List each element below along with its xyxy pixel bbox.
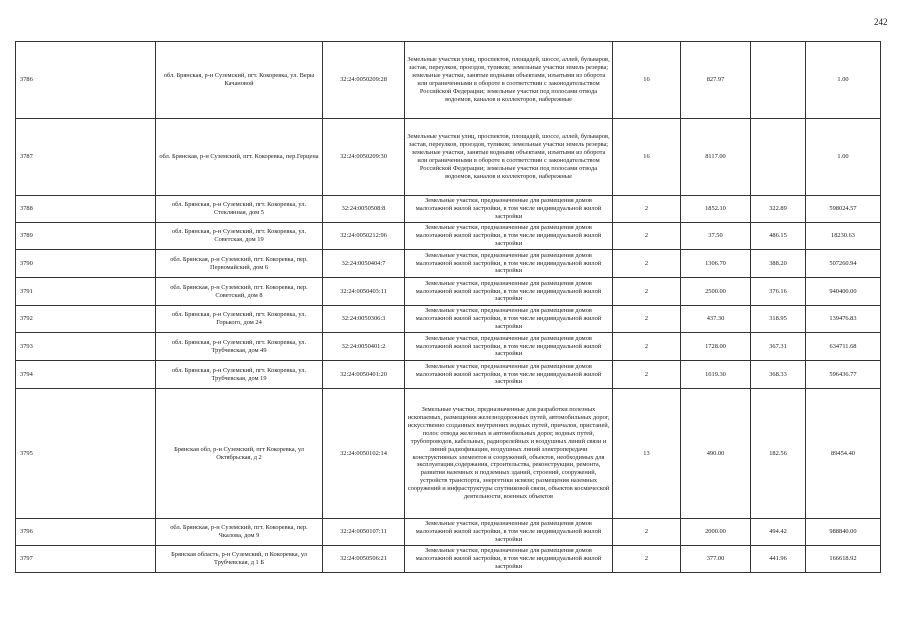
table-row <box>16 333 881 361</box>
address-cell: обл. Брянская, р-н Суземский, пгт. Кокоревка, пер. Первомайский, дом 6 <box>156 250 323 278</box>
row-number: 3790 <box>16 250 156 278</box>
cadastral-number-cell: 32:24:0050401:20 <box>323 361 405 389</box>
row-number: 3787 <box>16 119 156 196</box>
price-cell: 388.20 <box>751 250 806 278</box>
value-cell: 1.00 <box>806 42 881 119</box>
value-cell: 1.00 <box>806 119 881 196</box>
land-category-cell: Земельные участки, предназначенные для размещения домов малоэтажной жилой застройки, в том числе индивидуальной жилой застройки <box>405 223 613 250</box>
table-row <box>16 546 881 573</box>
code-cell: 2 <box>613 519 681 546</box>
row-number: 3795 <box>16 389 156 519</box>
cadastral-number-cell: 32:24:0050209:28 <box>323 42 405 119</box>
price-cell: 182.56 <box>751 389 806 519</box>
land-register-table <box>15 41 881 573</box>
table-row <box>16 250 881 278</box>
land-category-cell: Земельные участки, предназначенные для разработки полезных ископаемых, размещения железнодорожных путей, автомобильных дорог, искусственно созданных внутренних водных путей, причалов, пристаней, полос отвода железных и автомобильных дорог, водных путей, трубопроводов, кабельных, радиорелейных и воздушных линий связи и линий радиофикации, воздушных линий электропередачи конструктивных элементов и сооружений, объектов, необходимых для эксплуатации,содержания, строительства, реконструкции, ремонта, развития наземных и подземных зданий, строений, сооружений, устройств транспорта, энергетики исвязи; размещения наземных сооружений и инфраструктуры спутниковой связи, объектов космической деятельности, военных объектов <box>405 389 613 519</box>
cadastral-number-cell: 32:24:0050212:96 <box>323 223 405 250</box>
cadastral-number-cell: 32:24:0050102:14 <box>323 389 405 519</box>
row-number: 3788 <box>16 196 156 223</box>
table-row <box>16 306 881 333</box>
price-cell: 486.15 <box>751 223 806 250</box>
code-cell: 2 <box>613 333 681 361</box>
row-number: 3793 <box>16 333 156 361</box>
address-cell: обл. Брянская, р-н Суземский, пгт. Кокоревка, ул. Стеклянная, дом 5 <box>156 196 323 223</box>
row-number: 3791 <box>16 278 156 306</box>
area-cell: 2000.00 <box>681 519 751 546</box>
code-cell: 2 <box>613 546 681 573</box>
row-number: 3792 <box>16 306 156 333</box>
cadastral-number-cell: 32:24:0050403:11 <box>323 278 405 306</box>
table-row <box>16 119 881 196</box>
price-cell <box>751 119 806 196</box>
area-cell: 2500.00 <box>681 278 751 306</box>
address-cell: обл. Брянская, р-н Суземский, пгт. Кокоревка, ул. Горького, дом 24 <box>156 306 323 333</box>
price-cell: 318.95 <box>751 306 806 333</box>
address-cell: Брянская область, р-н Суземский, п Кокоревка, ул Трубчевская, д 1 Б <box>156 546 323 573</box>
table-row <box>16 389 881 519</box>
area-cell: 1728.00 <box>681 333 751 361</box>
cadastral-number-cell: 32:24:0050506:21 <box>323 546 405 573</box>
value-cell: 166618.92 <box>806 546 881 573</box>
land-category-cell: Земельные участки, предназначенные для размещения домов малоэтажной жилой застройки, в том числе индивидуальной жилой застройки <box>405 278 613 306</box>
address-cell: обл. Брянская, р-н Суземский, пгт. Кокоревка, пер.Герцена <box>156 119 323 196</box>
table-row <box>16 361 881 389</box>
value-cell: 507260.94 <box>806 250 881 278</box>
area-cell: 490.00 <box>681 389 751 519</box>
price-cell: 376.16 <box>751 278 806 306</box>
table-row <box>16 196 881 223</box>
code-cell: 13 <box>613 389 681 519</box>
address-cell: Брянская обл, р-н Суземский, пгт Кокоревка, ул Октябрьская, д 2 <box>156 389 323 519</box>
table-row <box>16 223 881 250</box>
land-category-cell: Земельные участки улиц, проспектов, площадей, шоссе, аллей, бульваров, застав, переулков, проездов, тупиков; земельные участки земель резерва; земельные участки, занятые водными объектами, изъятыми из оборота или ограниченными в обороте в соответствии с законодательством Российской Федерации; земельные участки под полосами отвода водоемов, каналов и коллекторов, набережные <box>405 42 613 119</box>
cadastral-number-cell: 32:24:0050401:2 <box>323 333 405 361</box>
land-category-cell: Земельные участки, предназначенные для размещения домов малоэтажной жилой застройки, в том числе индивидуальной жилой застройки <box>405 196 613 223</box>
price-cell: 322.89 <box>751 196 806 223</box>
area-cell: 827.97 <box>681 42 751 119</box>
value-cell: 18230.63 <box>806 223 881 250</box>
price-cell: 494.42 <box>751 519 806 546</box>
area-cell: 1306.70 <box>681 250 751 278</box>
land-category-cell: Земельные участки, предназначенные для размещения домов малоэтажной жилой застройки, в том числе индивидуальной жилой застройки <box>405 333 613 361</box>
address-cell: обл. Брянская, р-н Суземский, пгт. Кокоревка, пер. Советский, дом 8 <box>156 278 323 306</box>
code-cell: 16 <box>613 42 681 119</box>
land-category-cell: Земельные участки, предназначенные для размещения домов малоэтажной жилой застройки, в том числе индивидуальной жилой застройки <box>405 361 613 389</box>
value-cell: 596436.77 <box>806 361 881 389</box>
price-cell: 367.31 <box>751 333 806 361</box>
land-category-cell: Земельные участки улиц, проспектов, площадей, шоссе, аллей, бульваров, застав, переулков, проездов, тупиков; земельные участки земель резерва; земельные участки, занятые водными объектами, изъятыми из оборота или ограниченными в обороте в соответствии с законодательством Российской Федерации; земельные участки под полосами отвода водоемов, каналов и коллекторов, набережные <box>405 119 613 196</box>
land-category-cell: Земельные участки, предназначенные для размещения домов малоэтажной жилой застройки, в том числе индивидуальной жилой застройки <box>405 546 613 573</box>
code-cell: 2 <box>613 196 681 223</box>
cadastral-number-cell: 32:24:0050404:7 <box>323 250 405 278</box>
row-number: 3789 <box>16 223 156 250</box>
row-number: 3794 <box>16 361 156 389</box>
area-cell: 8117.00 <box>681 119 751 196</box>
code-cell: 2 <box>613 223 681 250</box>
value-cell: 89454.40 <box>806 389 881 519</box>
address-cell: обл. Брянская, р-н Суземский, пгт. Кокоревка, пер. Чкалова, дом 9 <box>156 519 323 546</box>
value-cell: 139476.83 <box>806 306 881 333</box>
code-cell: 2 <box>613 361 681 389</box>
area-cell: 37.50 <box>681 223 751 250</box>
value-cell: 988840.00 <box>806 519 881 546</box>
row-number: 3796 <box>16 519 156 546</box>
area-cell: 1619.30 <box>681 361 751 389</box>
code-cell: 2 <box>613 250 681 278</box>
cadastral-number-cell: 32:24:0050209:30 <box>323 119 405 196</box>
land-category-cell: Земельные участки, предназначенные для размещения домов малоэтажной жилой застройки, в том числе индивидуальной жилой застройки <box>405 519 613 546</box>
area-cell: 1852.10 <box>681 196 751 223</box>
value-cell: 634711.68 <box>806 333 881 361</box>
price-cell: 368.33 <box>751 361 806 389</box>
address-cell: обл. Брянская, р-н Суземский, пгт. Кокоревка, ул. Трубчевская, дом 49 <box>156 333 323 361</box>
table-row <box>16 519 881 546</box>
land-category-cell: Земельные участки, предназначенные для размещения домов малоэтажной жилой застройки, в том числе индивидуальной жилой застройки <box>405 306 613 333</box>
code-cell: 2 <box>613 306 681 333</box>
address-cell: обл. Брянская, р-н Суземский, пгт. Кокоревка, ул. Веры Качановой <box>156 42 323 119</box>
price-cell: 441.96 <box>751 546 806 573</box>
cadastral-number-cell: 32:24:0050107:11 <box>323 519 405 546</box>
row-number: 3786 <box>16 42 156 119</box>
area-cell: 377.00 <box>681 546 751 573</box>
cadastral-number-cell: 32:24:0050306:3 <box>323 306 405 333</box>
code-cell: 2 <box>613 278 681 306</box>
address-cell: обл. Брянская, р-н Суземский, пгт. Кокоревка, ул. Трубчевская, дом 19 <box>156 361 323 389</box>
address-cell: обл. Брянская, р-н Суземский, пгт. Кокоревка, ул. Советская, дом 19 <box>156 223 323 250</box>
price-cell <box>751 42 806 119</box>
code-cell: 16 <box>613 119 681 196</box>
table-row <box>16 278 881 306</box>
value-cell: 598024.57 <box>806 196 881 223</box>
value-cell: 940400.00 <box>806 278 881 306</box>
land-category-cell: Земельные участки, предназначенные для размещения домов малоэтажной жилой застройки, в том числе индивидуальной жилой застройки <box>405 250 613 278</box>
table-row <box>16 42 881 119</box>
page-number: 242 <box>874 17 888 27</box>
area-cell: 437.30 <box>681 306 751 333</box>
row-number: 3797 <box>16 546 156 573</box>
cadastral-number-cell: 32:24:0050508:8 <box>323 196 405 223</box>
